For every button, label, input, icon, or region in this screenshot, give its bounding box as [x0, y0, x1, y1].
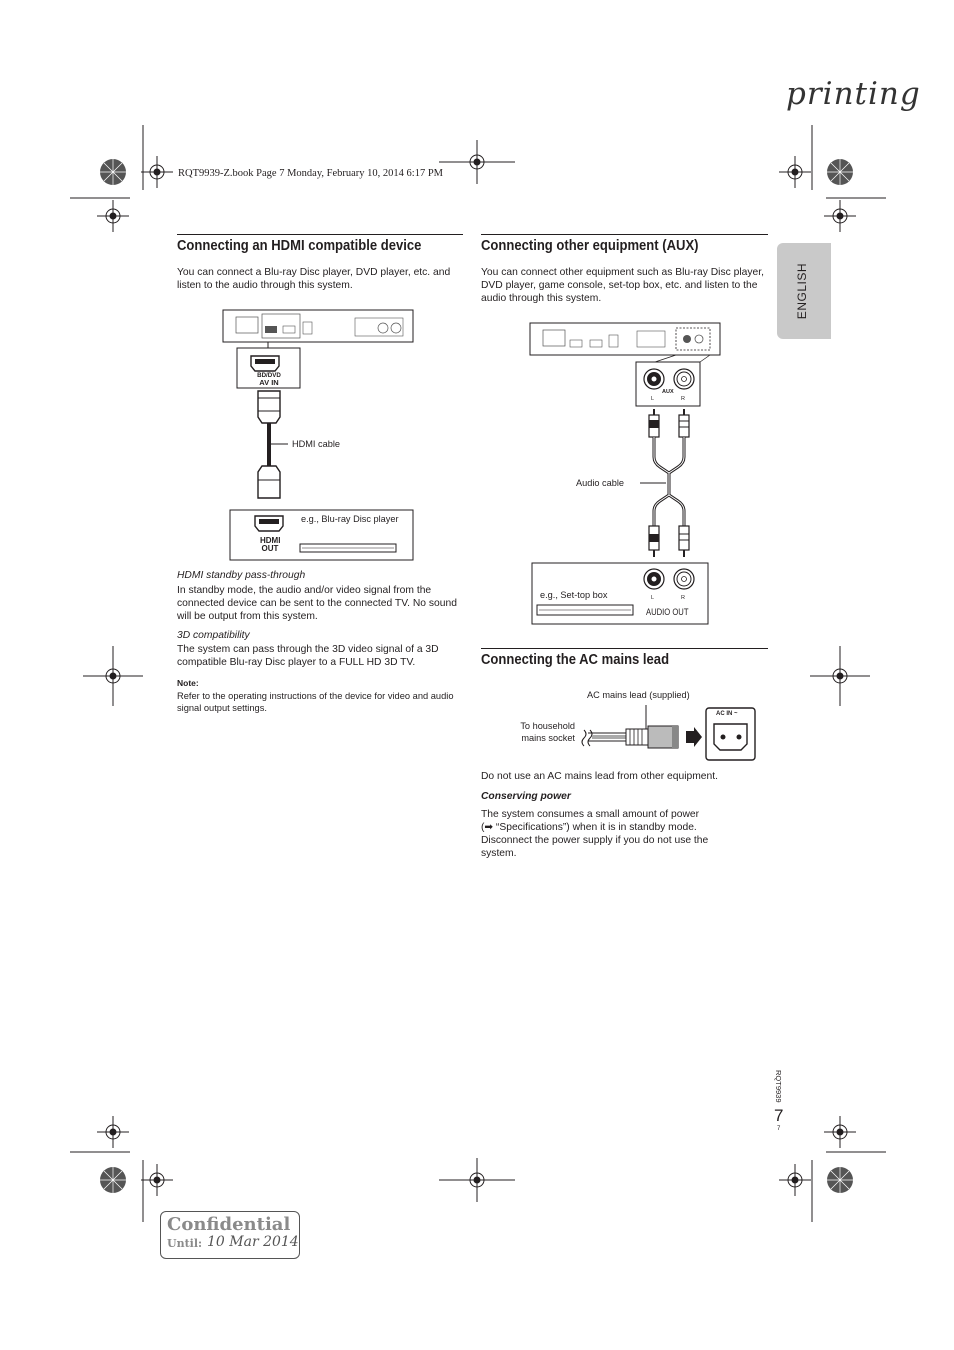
audio-cable-label: Audio cable: [576, 478, 625, 488]
audio-out-label: AUDIO OUT: [646, 607, 689, 617]
language-tab-label: ENGLISH: [795, 263, 809, 320]
aux-section-title: Connecting other equipment (AUX): [481, 238, 699, 254]
until-date: 10 Mar 2014: [207, 1234, 299, 1250]
hdmi-section-title: Connecting an HDMI compatible device: [177, 238, 422, 254]
hdmi-cable-label: HDMI cable: [292, 439, 340, 449]
compat-heading: 3D compatibility: [177, 630, 250, 641]
hdmi-port-label: BD/DVD AV IN: [257, 372, 281, 387]
until-label: Until:: [167, 1237, 203, 1250]
compat-text: The system can pass through the 3D video signal of a 3D compatible Blu-ray Disc player to a FULL HD 3D TV.: [177, 644, 439, 668]
ac-lead-label: AC mains lead (supplied): [587, 690, 690, 700]
aux-intro: You can connect other equipment such as Blu-ray Disc player, DVD player, game console, set-top box, etc. and listen to the audio through this system.: [481, 267, 764, 304]
note-text: Refer to the operating instructions of the device for video and audio signal output settings.: [177, 691, 454, 713]
book-file-line: RQT9939-Z.book Page 7 Monday, February 10, 2014 6:17 PM: [178, 168, 444, 179]
settop-box-label: e.g., Set-top box: [540, 590, 608, 600]
ac-section-title: Connecting the AC mains lead: [481, 652, 670, 668]
hdmi-device-label: e.g., Blu-ray Disc player: [301, 514, 399, 524]
settop-right-mark: R: [681, 595, 685, 601]
mains-socket-label: To household mains socket: [520, 721, 575, 743]
printing-stamp: printing: [786, 76, 921, 112]
ac-warning: Do not use an AC mains lead from other equipment.: [481, 771, 718, 782]
confidential-word: Confidential: [167, 1214, 291, 1235]
hdmi-out-label: HDMI OUT: [260, 536, 281, 553]
ac-in-label: AC IN ~: [716, 711, 738, 717]
aux-right-mark: R: [681, 396, 685, 402]
conserve-heading: Conserving power: [481, 791, 571, 802]
conserve-text: The system consumes a small amount of power (➡ “Specifications”) when it is in standby mode. Disconnect the power supply if you do not use the system.: [481, 809, 709, 859]
aux-left-mark: L: [651, 396, 655, 402]
page-number: 7: [774, 1106, 784, 1125]
standby-heading: HDMI standby pass-through: [177, 570, 306, 581]
aux-label: AUX: [662, 389, 674, 395]
hdmi-intro: You can connect a Blu-ray Disc player, DVD player, etc. and listen to the audio through this system.: [177, 267, 451, 291]
settop-left-mark: L: [651, 595, 655, 601]
standby-text: In standby mode, the audio and/or video signal from the connected device can be sent to the connected TV. No sound will be output from this system.: [177, 585, 457, 622]
page-number-small: 7: [777, 1126, 781, 1132]
doc-code: RQT9939: [774, 1070, 783, 1103]
confidential-stamp: [160, 1211, 300, 1259]
note-heading: Note:: [177, 678, 199, 688]
